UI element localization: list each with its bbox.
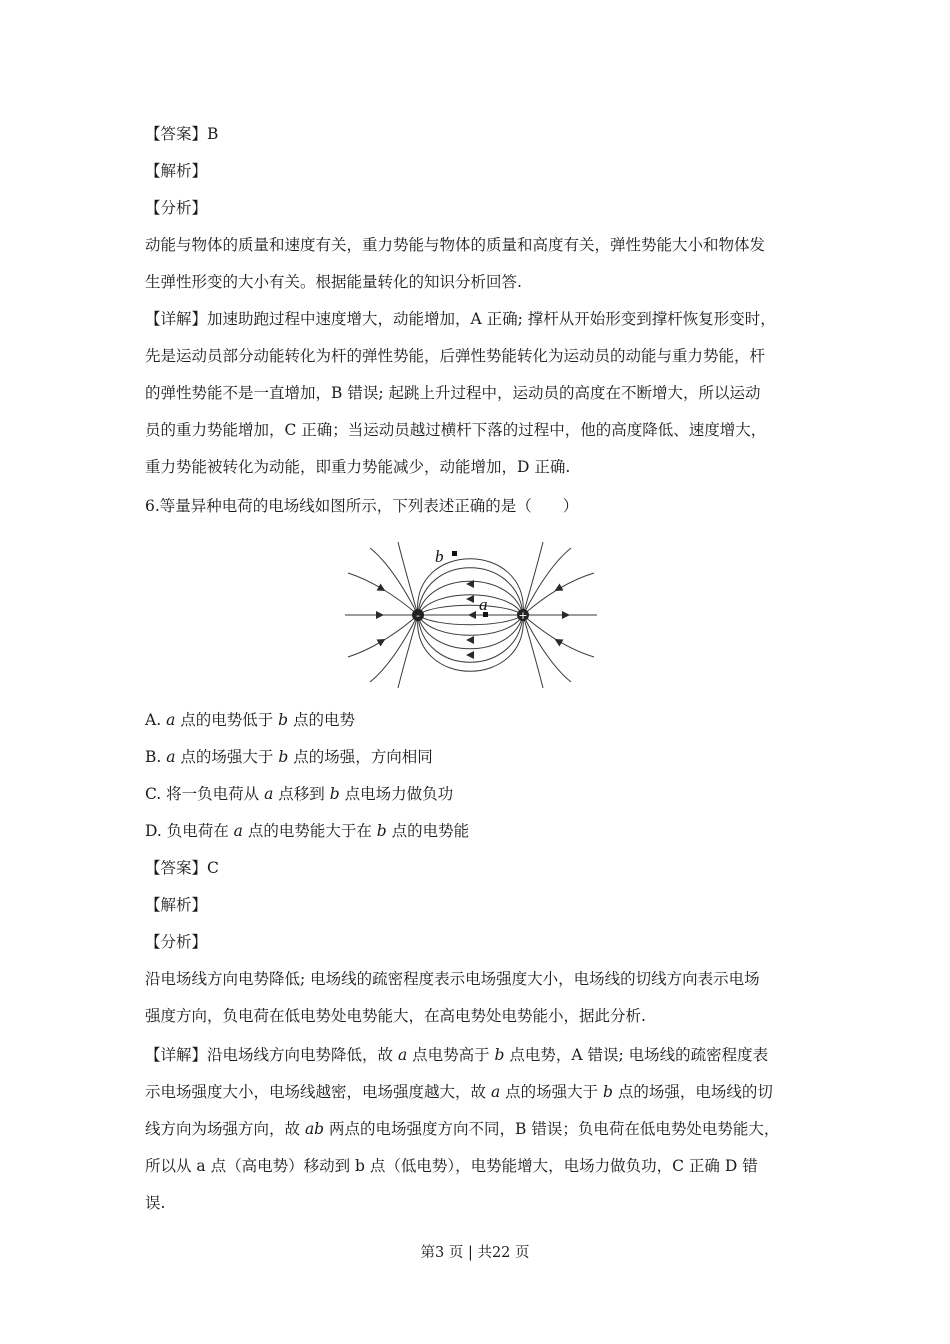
q5-detail-line: 员的重力势能增加，C 正确；当运动员越过横杆下落的过程中，他的高度降低、速度增大， [145, 421, 767, 439]
q6-detail-line: 误. [145, 1194, 166, 1212]
field-line [523, 615, 594, 657]
q5-detail-line: 的弹性势能不是一直增加，B 错误; 起跳上升过程中，运动员的高度在不断增大，所以运动 [145, 384, 761, 402]
q6-analysis-line: 强度方向，负电荷在低电势处电势能大，在高电势处电势能小，据此分析. [145, 1007, 646, 1025]
arrow-icon [468, 611, 476, 619]
field-line [523, 573, 594, 615]
point-b-label: b [435, 547, 444, 566]
point-a-label: a [479, 595, 488, 614]
q6-fenxi-heading: 【分析】 [145, 933, 208, 951]
option-text: 点的电势能 [386, 822, 470, 840]
option-var: a [264, 785, 274, 803]
option-text: 点的电势能大于在 [242, 822, 377, 840]
detail-text: 【详解】沿电场线方向电势降低，故 [145, 1046, 398, 1064]
arrow-icon [466, 636, 474, 644]
q5-fenxi-heading: 【分析】 [145, 199, 208, 217]
option-c [145, 784, 453, 804]
q6-detail-line [145, 1082, 773, 1102]
q6-detail-line [145, 1045, 768, 1065]
arrow-icon [553, 636, 564, 647]
point-b-marker [452, 551, 457, 556]
field-line [523, 615, 543, 688]
q5-detail-line: 重力势能被转化为动能，即重力势能减少，动能增加，D 正确. [145, 458, 571, 476]
detail-text: 点电势，A 错误; 电场线的疏密程度表 [504, 1046, 769, 1064]
q6-jiexi-heading: 【解析】 [145, 896, 208, 914]
detail-text: 线方向为场强方向，故 [145, 1120, 305, 1138]
q5-detail-line: 【详解】加速助跑过程中速度增大，动能增加，A 正确; 撑杆从开始形变到撑杆恢复形变时， [145, 310, 776, 328]
field-line [398, 615, 418, 688]
q5-jiexi-heading: 【解析】 [145, 162, 208, 180]
q6-answer: 【答案】C [145, 859, 219, 877]
option-text: 点的场强大于 [175, 748, 279, 766]
detail-var: ab [304, 1120, 325, 1138]
field-line [418, 605, 523, 615]
detail-var: b [603, 1083, 613, 1101]
q5-detail-line: 先是运动员部分动能转化为杆的弹性势能，后弹性势能转化为运动员的动能与重力势能，杆 [145, 347, 766, 365]
option-var: a [166, 748, 176, 766]
arrow-icon [376, 611, 384, 619]
arrow-icon [466, 651, 474, 659]
field-line [418, 559, 524, 615]
option-var: b [376, 822, 387, 840]
negative-charge-sign: - [416, 609, 420, 622]
option-var: b [329, 785, 340, 803]
option-text: 点的场强，方向相同 [288, 748, 433, 766]
detail-var: a [490, 1083, 501, 1101]
field-line [523, 542, 543, 615]
q6-analysis-line: 沿电场线方向电势降低; 电场线的疏密程度表示电场强度大小，电场线的切线方向表示电场 [145, 970, 760, 988]
option-var: b [278, 711, 289, 729]
detail-text: 点的场强，电场线的切 [612, 1083, 773, 1101]
field-line [523, 615, 571, 682]
field-line [370, 548, 418, 615]
detail-text: 两点的电场强度方向不同，B 错误；负电荷在低电势处电势能大， [324, 1120, 780, 1138]
arrow-icon [562, 611, 570, 619]
detail-var: a [397, 1046, 408, 1064]
option-prefix: C. 将一负电荷从 [145, 785, 265, 803]
arrow-icon [466, 595, 474, 603]
detail-text: 点电势高于 [407, 1046, 495, 1064]
field-line [418, 615, 524, 671]
option-var: a [233, 822, 243, 840]
arrow-icon [553, 584, 564, 595]
q6-detail-line: 所以从 a 点（高电势）移动到 b 点（低电势），电势能增大，电场力做负功，C 正确 D 错 [145, 1157, 758, 1175]
q5-analysis-line: 动能与物体的质量和速度有关，重力势能与物体的质量和高度有关，弹性势能大小和物体发 [145, 236, 766, 254]
field-line [418, 615, 523, 625]
option-prefix: D. 负电荷在 [145, 822, 234, 840]
field-line [523, 548, 571, 615]
option-prefix: A. [145, 711, 167, 729]
field-line [370, 615, 418, 682]
option-a [145, 710, 355, 730]
field-line [398, 542, 418, 615]
option-text: 点的电势 [288, 711, 356, 729]
detail-var: b [494, 1046, 505, 1064]
detail-text: 点的场强大于 [500, 1083, 604, 1101]
page-footer: 第3 页 | 共22 页 [420, 1245, 530, 1261]
q5-analysis-line: 生弹性形变的大小有关。根据能量转化的知识分析回答. [145, 273, 522, 291]
option-text: 点的电势低于 [175, 711, 279, 729]
positive-charge-sign: + [518, 609, 528, 622]
q6-question: 6.等量异种电荷的电场线如图所示，下列表述正确的是（ ） [145, 497, 579, 515]
field-line [418, 615, 523, 649]
option-d [145, 821, 469, 841]
option-var: a [166, 711, 176, 729]
field-lines-figure [340, 540, 602, 690]
option-prefix: B. [145, 748, 167, 766]
option-text: 点电场力做负功 [339, 785, 454, 803]
q5-answer: 【答案】B [145, 125, 219, 143]
option-var: b [278, 748, 289, 766]
option-text: 点移到 [273, 785, 330, 803]
option-b [145, 747, 433, 767]
q6-detail-line [145, 1119, 779, 1139]
arrow-icon [377, 584, 388, 595]
detail-text: 示电场强度大小，电场线越密，电场强度越大，故 [145, 1083, 491, 1101]
arrow-icon [377, 636, 388, 647]
